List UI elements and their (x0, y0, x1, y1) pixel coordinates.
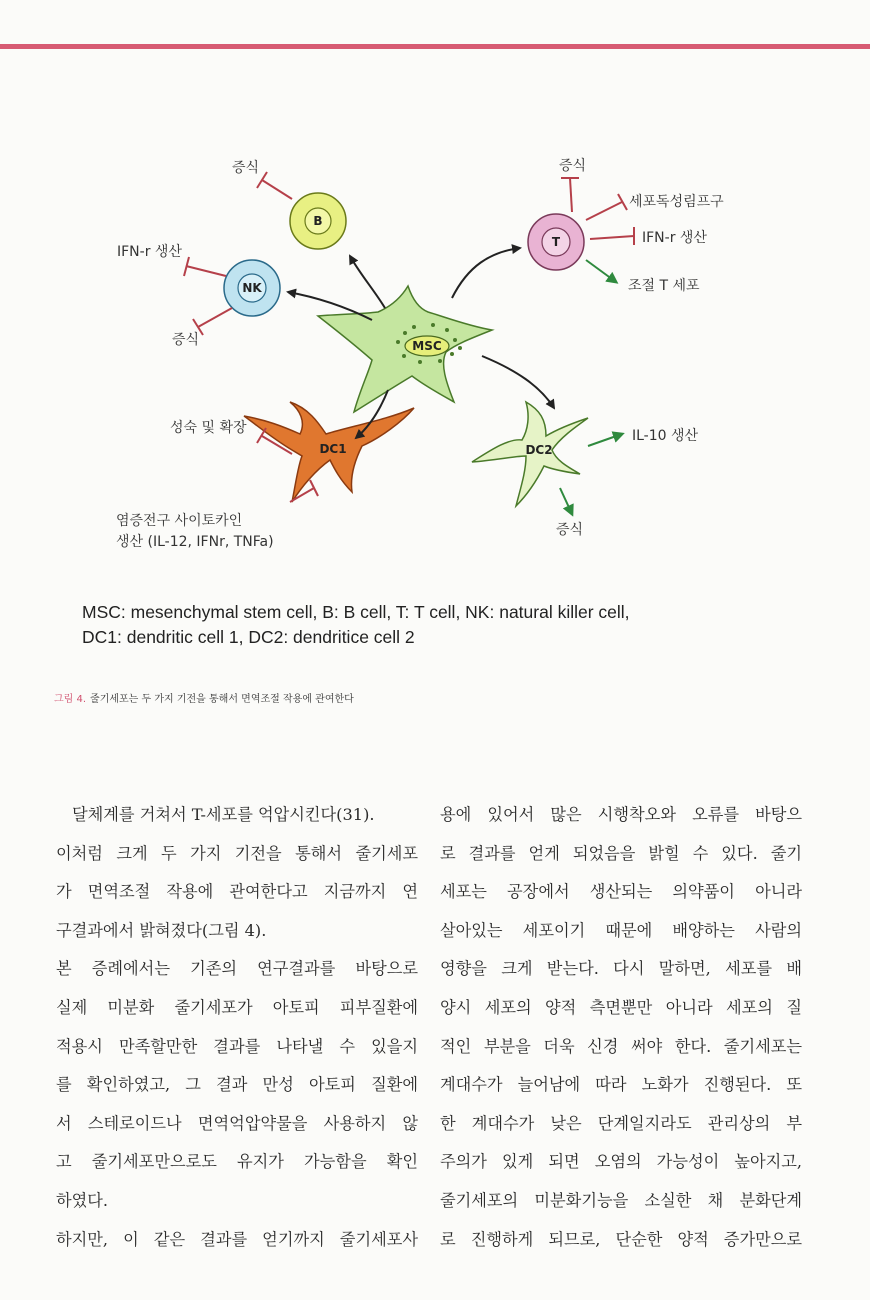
text-line: 를 확인하였고, 그 결과 만성 아토피 질환에 (56, 1075, 418, 1095)
text-line: 용에 있어서 많은 시행착오와 오류를 바탕으 (440, 805, 802, 824)
label-t-ifn: IFN-r 생산 (642, 230, 707, 246)
arrow-msc-to-dc2 (482, 356, 554, 408)
text-line: 구결과에서 밝혀졌다(그림 4). (56, 920, 267, 940)
immunomodulation-figure (0, 120, 870, 590)
text-line: 로 진행하게 되므로, 단순한 양적 증가만으로 (440, 1229, 802, 1249)
label-dc1-cytokine-1: 염증전구 사이토카인 (116, 513, 243, 529)
caption-number: 그림 4. (54, 694, 87, 705)
figure-diagram (0, 120, 870, 590)
label-dc2-il10: IL-10 생산 (632, 428, 699, 444)
text-line: 가 면역조절 작용에 관여한다고 지금까지 연 (56, 882, 418, 902)
msc-cell (318, 286, 492, 412)
label-dc1-maturation: 성숙 및 확장 (170, 420, 247, 436)
text-line: 본 증례에서는 기존의 연구결과를 바탕으로 (56, 959, 418, 979)
inhibit-b-prolif (262, 180, 292, 199)
body-column-right (440, 796, 802, 1259)
arrow-msc-to-b (350, 256, 385, 308)
inhibit-t-prolif (570, 178, 572, 212)
legend-line-1: MSC: mesenchymal stem cell, B: B cell, T: T cell, NK: natural killer cell, (82, 602, 630, 622)
text-line: 세포는 공장에서 생산되는 의약품이 아니라 (440, 882, 802, 902)
label-nk-ifn: IFN-r 생산 (117, 244, 182, 260)
label-b-prolif: 증식 (232, 160, 260, 176)
text-line: 로 결과를 얻게 되었음을 밝힐 수 있다. 줄기 (440, 843, 802, 863)
b-cell-label: B (313, 214, 323, 228)
figure-caption (54, 690, 354, 705)
label-nk-prolif: 증식 (172, 332, 200, 348)
inhibit-t-cytotoxic (586, 202, 622, 220)
text-line: 양시 세포의 양적 측면뿐만 아니라 세포의 질 (440, 997, 802, 1017)
arrow-dc2-to-prolif (560, 488, 572, 514)
text-line: 서 스테로이드나 면역억압약물을 사용하지 않 (56, 1113, 418, 1133)
text-line: 줄기세포의 미분화기능을 소실한 채 분화단계 (440, 1190, 802, 1210)
text-line: 실제 미분화 줄기세포가 아토피 피부질환에 (56, 997, 418, 1017)
text-line: 살아있는 세포이기 때문에 배양하는 사람의 (440, 920, 802, 940)
text-line: 영향을 크게 받는다. 다시 말하면, 세포를 배 (440, 959, 802, 979)
inhibit-nk-ifn (186, 266, 226, 276)
inhibit-nk-prolif (198, 308, 232, 327)
text-line: 주의가 있게 되면 오염의 가능성이 높아지고, (440, 1152, 802, 1172)
label-t-cytotoxic: 세포독성림프구 (629, 194, 724, 210)
dc1-label: DC1 (319, 442, 347, 456)
label-t-prolif: 증식 (559, 158, 587, 174)
dc2-label: DC2 (525, 443, 553, 457)
text-line: 적용시 만족할만한 결과를 나타낼 수 있을지 (56, 1036, 418, 1056)
top-rule (0, 44, 870, 49)
msc-label: MSC (412, 339, 442, 353)
text-line: 계대수가 늘어남에 따라 노화가 진행된다. 또 (440, 1075, 802, 1095)
caption-text: 줄기세포는 두 가지 기전을 통해서 면역조절 작용에 관여한다 (90, 694, 354, 705)
text-line: 하였다. (56, 1190, 109, 1210)
text-line: 하지만, 이 같은 결과를 얻기까지 줄기세포사 (56, 1229, 418, 1249)
inhibit-t-ifn (590, 236, 634, 239)
t-cell-label: T (551, 235, 561, 249)
text-line: 한 계대수가 낮은 단계일지라도 관리상의 부 (440, 1113, 802, 1133)
arrow-dc2-to-il10 (588, 434, 622, 446)
text-line: 달체계를 거쳐서 T-세포를 억압시킨다(31). (72, 805, 375, 824)
label-dc2-prolif: 증식 (556, 522, 584, 538)
text-line: 적인 부분을 더욱 신경 써야 한다. 줄기세포는 (440, 1036, 802, 1056)
label-dc1-cytokine-2: 생산 (IL-12, IFNr, TNFa) (116, 534, 274, 550)
legend-line-2: DC1: dendritic cell 1, DC2: dendritice cell 2 (82, 627, 415, 647)
body-column-left (56, 796, 418, 1259)
text-line: 이처럼 크게 두 가지 기전을 통해서 줄기세포 (56, 843, 418, 863)
arrow-msc-to-t (452, 248, 520, 298)
label-t-treg: 조절 T 세포 (628, 278, 700, 294)
figure-legend (82, 600, 842, 650)
nk-cell-label: NK (242, 281, 262, 295)
text-line: 고 줄기세포만으로도 유지가 가능함을 확인 (56, 1152, 418, 1172)
arrow-t-to-treg (586, 260, 616, 282)
